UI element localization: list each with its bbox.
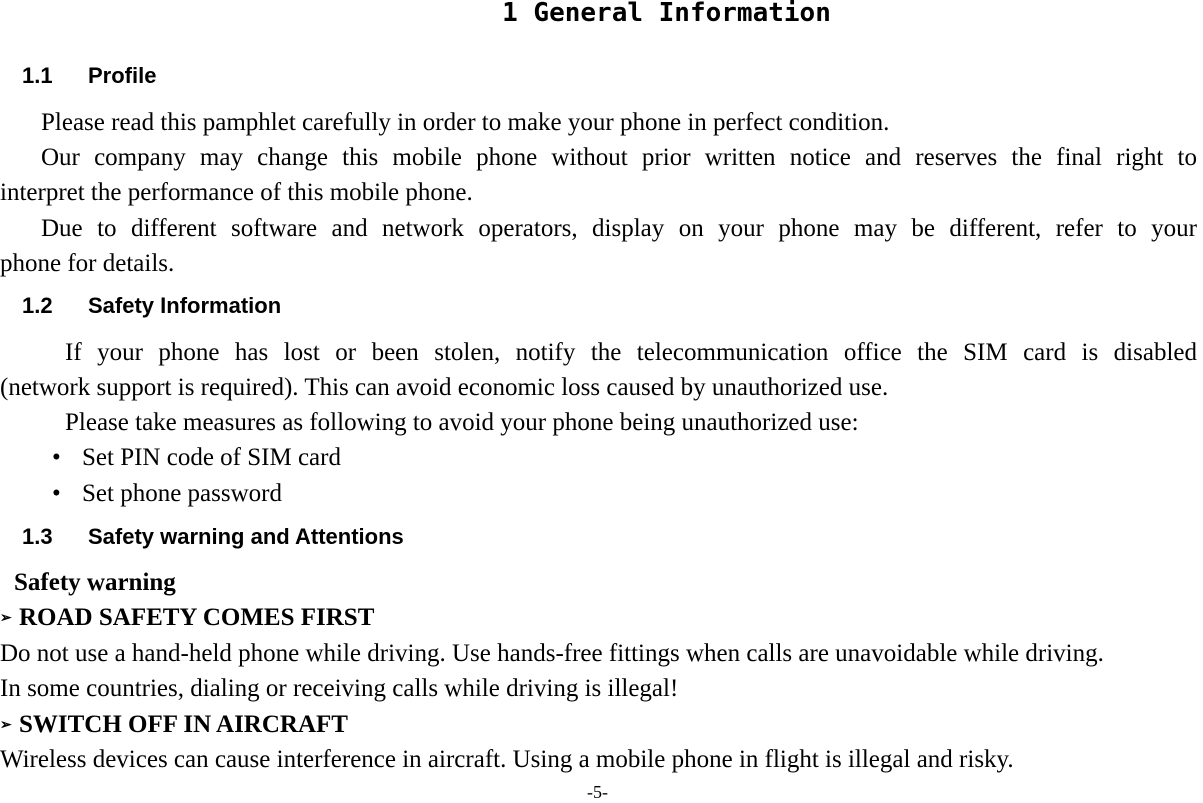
bullet-item [52,440,341,475]
bullet-icon: • [52,480,61,507]
section-number: 1.1 [22,63,53,88]
subheading: Safety warning [14,569,176,596]
warning-title-text: ROAD SAFETY COMES FIRST [19,604,375,631]
bullet-text: Set phone password [82,480,282,507]
paragraph: Do not use a hand-held phone while driving. Use hands-free fittings when calls are unavoidable while driving. [0,640,1104,667]
paragraph: If your phone has lost or been stolen, notify the telecommunication office the SIM card is disabled [65,339,1197,366]
warning-item-title [0,600,374,636]
section-title: Safety warning and Attentions [88,524,404,549]
paragraph: Due to different software and network operators, display on your phone may be different, refer to your [41,215,1197,242]
page-number: -5- [587,782,608,802]
paragraph: phone for details. [0,250,175,277]
bullet-item [52,476,282,511]
paragraph: Wireless devices can cause interference in aircraft. Using a mobile phone in flight is illegal and risky. [0,746,1014,773]
paragraph: interpret the performance of this mobile phone. [0,179,473,206]
section-title: Safety Information [88,293,282,318]
paragraph: Our company may change this mobile phone without prior written notice and reserves the final right to [41,144,1197,171]
paragraph: Please read this pamphlet carefully in order to make your phone in perfect condition. [41,109,890,136]
paragraph: Please take measures as following to avoid your phone being unauthorized use: [65,409,859,436]
section-number: 1.3 [22,524,53,549]
warning-title-text: SWITCH OFF IN AIRCRAFT [19,711,348,738]
paragraph: In some countries, dialing or receiving calls while driving is illegal! [0,675,679,702]
arrow-bullet-icon: ➢ [0,611,12,626]
section-heading-safety-warning [22,524,404,550]
section-title: Profile [88,63,157,88]
bullet-text: Set PIN code of SIM card [82,444,341,471]
section-number: 1.2 [22,293,53,318]
warning-item-title [0,707,348,743]
section-heading-profile [22,63,156,89]
paragraph: (network support is required). This can avoid economic loss caused by unauthorized use. [0,374,889,401]
bullet-icon: • [52,444,61,471]
arrow-bullet-icon: ➢ [0,718,12,733]
section-heading-safety-information [22,293,281,319]
chapter-title: 1 General Information [502,0,831,28]
